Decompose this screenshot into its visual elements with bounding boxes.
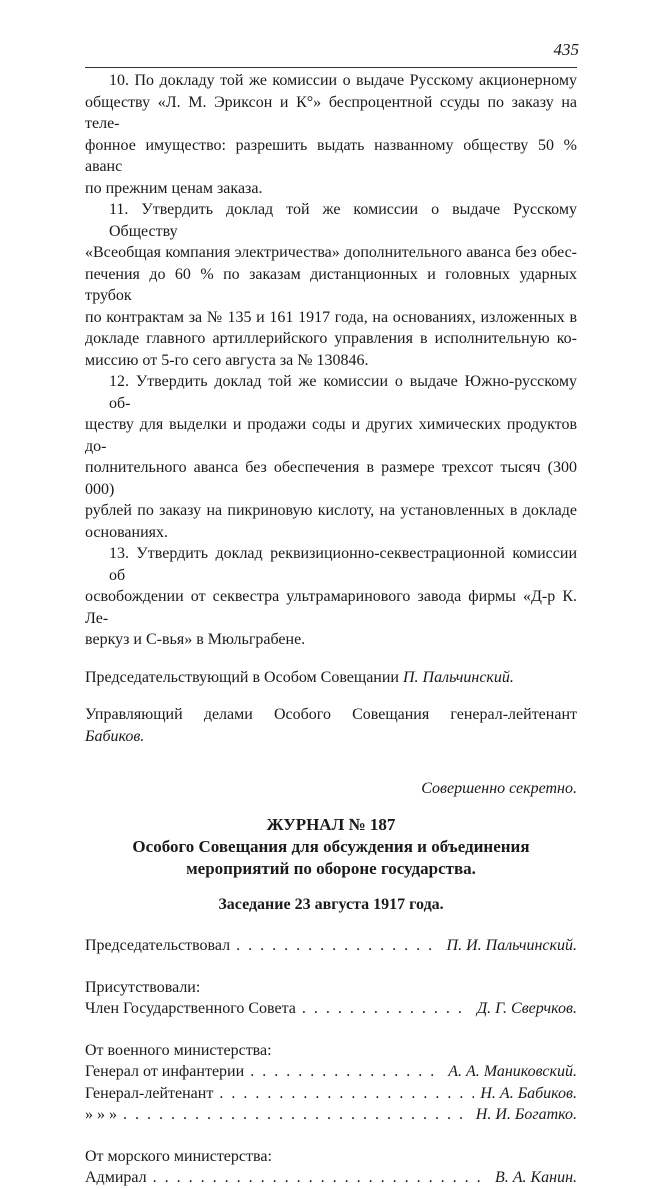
chair-signature-name: П. Пальчинский.: [403, 668, 514, 686]
text-line: по прежним ценам заказа.: [85, 179, 263, 197]
text-line: докладе главного артиллерийского управления в исполнительную ко-: [85, 330, 577, 347]
leader-dots: [123, 1104, 470, 1126]
text-line: миссию от 5-го сего августа за № 130846.: [85, 351, 369, 369]
leader-dots: [250, 1061, 442, 1083]
text-line: 13. Утвердить доклад реквизиционно-секвестрационной комиссии об: [109, 545, 577, 584]
chair-signature: [85, 667, 577, 689]
page-content: [85, 70, 577, 1189]
text-line: 12. Утвердить доклад той же комиссии о выдаче Южно-русскому об-: [109, 373, 577, 412]
paragraph-12: [85, 371, 577, 543]
war-row: [85, 1061, 577, 1083]
journal-subtitle-line1: Особого Совещания для обсуждения и объединения: [132, 836, 530, 856]
manager-signature-name: Бабиков.: [85, 727, 145, 745]
war-row-label: Генерал-лейтенант: [85, 1084, 214, 1102]
text-line: «Всеобщая компания электричества» дополнительного аванса без обес-: [85, 244, 577, 261]
paragraph-13: [85, 543, 577, 651]
council-label: Член Государственного Совета: [85, 1000, 296, 1017]
text-line: фонное имущество: разрешить выдать названному обществу 50 % аванс: [85, 136, 577, 175]
chaired-name: П. И. Пальчинский.: [446, 937, 577, 954]
chaired-row: [85, 935, 577, 957]
text-line: рублей по заказу на пикриновую кислоту, на установленных в докладе: [85, 502, 577, 519]
classification-mark: Совершенно секретно.: [421, 780, 577, 797]
text-line: 11. Утвердить доклад той же комиссии о выдаче Русскому Обществу: [109, 201, 577, 240]
paragraph-11: [85, 199, 577, 371]
war-row: [85, 1083, 577, 1105]
manager-signature-text: Управляющий делами Особого Совещания генерал-лейтенант: [85, 706, 577, 723]
navy-row-label: Адмирал: [85, 1169, 147, 1186]
leader-dots: [153, 1167, 489, 1189]
text-line: полнительного аванса без обеспечения в размере трехсот тысяч (300 000): [85, 459, 577, 498]
navy-row: [85, 1167, 577, 1189]
text-line: печения до 60 % по заказам дистанционных и головных ударных трубок: [85, 265, 577, 304]
chaired-label: Председательствовал: [85, 937, 231, 954]
text-line: основаниях.: [85, 523, 168, 541]
manager-signature: [85, 704, 577, 747]
war-row-label: » » »: [85, 1106, 117, 1123]
war-row-name: А. А. Маниковский.: [448, 1063, 577, 1080]
navy-row-name: В. А. Канин.: [494, 1169, 577, 1186]
text-line: обществу «Л. М. Эриксон и К°» беспроцентной ссуды по заказу на теле-: [85, 93, 577, 132]
header-rule: [85, 67, 577, 68]
text-line: по контрактам за № 135 и 161 1917 года, на основаниях, изложенных в: [85, 308, 577, 326]
journal-title: ЖУРНАЛ № 187: [266, 814, 396, 834]
war-row: [85, 1104, 577, 1126]
text-line: ществу для выделки и продажи соды и других химических продуктов до-: [85, 416, 577, 455]
council-name: Д. Г. Сверчков.: [476, 1000, 577, 1017]
war-row-label: Генерал от инфантерии: [85, 1063, 245, 1080]
council-row: [85, 998, 577, 1020]
leader-dots: [302, 998, 471, 1020]
paragraph-10: [85, 70, 577, 199]
journal-subtitle-line2: мероприятий по обороне государства.: [186, 858, 476, 878]
war-ministry-heading: От военного министерства:: [85, 1041, 272, 1059]
text-line: 10. По докладу той же комиссии о выдаче Русскому акционерному: [109, 72, 577, 89]
leader-dots: [236, 935, 440, 957]
present-heading: Присутствовали:: [85, 978, 201, 996]
text-line: освобождении от секвестра ультрамаринового завода фирмы «Д-р К. Ле-: [85, 588, 577, 627]
war-row-name: Н. А. Бабиков.: [480, 1084, 577, 1102]
war-row-name: Н. И. Богатко.: [475, 1106, 577, 1123]
leader-dots: [219, 1083, 474, 1105]
chair-signature-text: Председательствующий в Особом Совещании: [85, 668, 403, 686]
session-date: Заседание 23 августа 1917 года.: [218, 895, 444, 913]
navy-ministry-heading: От морского министерства:: [85, 1147, 272, 1165]
page-number: 435: [553, 40, 579, 59]
text-line: веркуз и С-вья» в Мюльграбене.: [85, 631, 306, 648]
